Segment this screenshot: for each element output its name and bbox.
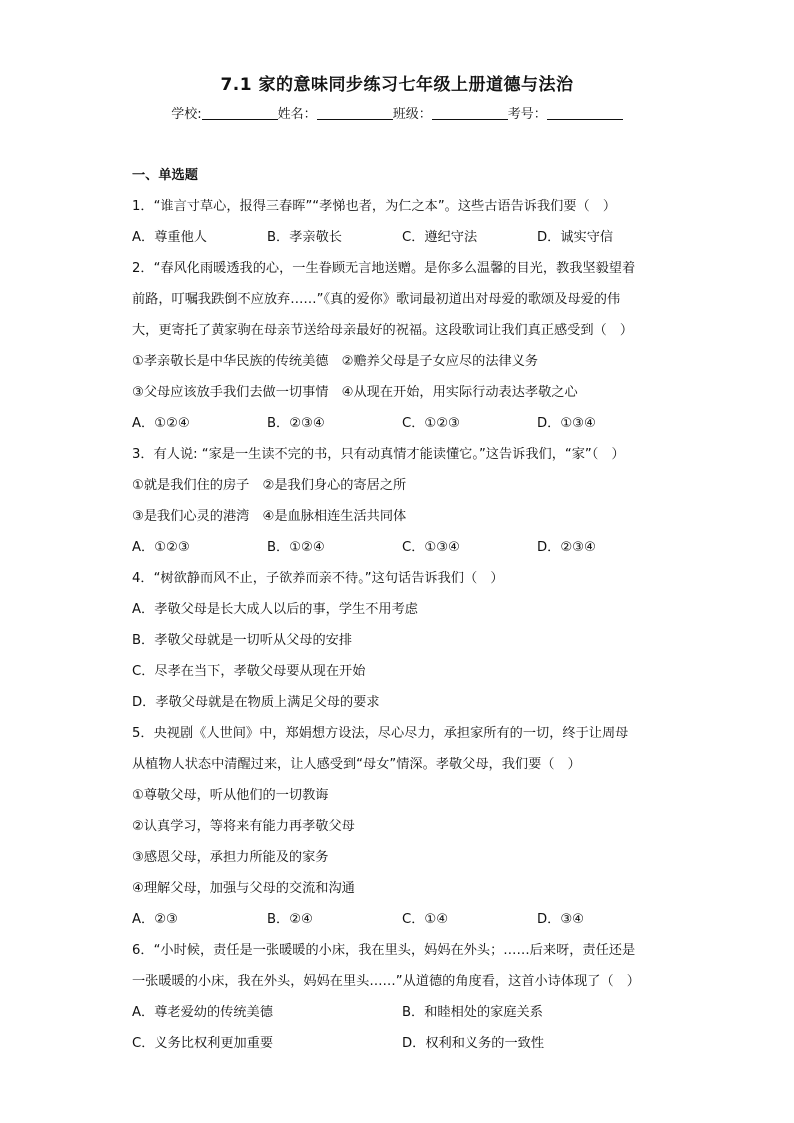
school-blank (202, 106, 278, 120)
option-d: D．孝敬父母就是在物质上满足父母的要求 (132, 695, 380, 710)
question-stem-line: 6．“小时候，责任是一张暖暖的小床，我在里头，妈妈在外头；……后来呀，责任还是 (132, 943, 636, 958)
option-c: C．①②③ (402, 416, 460, 431)
question-4 (132, 563, 672, 718)
class-blank (432, 106, 508, 120)
statement-line: ③是我们心灵的港湾 ④是血脉相连生活共同体 (132, 509, 407, 524)
statement-line: ④理解父母，加强与父母的交流和沟通 (132, 881, 355, 896)
question-stem-line: 5．央视剧《人世间》中，郑娟想方设法，尽心尽力，承担家所有的一切，终于让周母 (132, 726, 629, 741)
options-row (132, 997, 672, 1028)
option-d: D．权利和义务的一致性 (402, 1036, 545, 1051)
option-c: C．①③④ (402, 540, 460, 555)
option-a: A．孝敬父母是长大成人以后的事，学生不用考虑 (132, 602, 418, 617)
question-stem-line: 从植物人状态中清醒过来，让人感受到“母女”情深。孝敬父母，我们要（ ） (132, 757, 581, 772)
statement-line: ③父母应该放手我们去做一切事情 ④从现在开始，用实际行动表达孝敬之心 (132, 385, 578, 400)
option-a: A．尊重他人 (132, 230, 207, 245)
option-a: A．①②④ (132, 416, 190, 431)
option-b: B．孝亲敬长 (267, 230, 342, 245)
option-d: D．②③④ (537, 540, 596, 555)
option-b: B．②③④ (267, 416, 325, 431)
option-c: C．遵纪守法 (402, 230, 478, 245)
statement-line: ①尊敬父母，听从他们的一切教诲 (132, 788, 329, 803)
questions-area (132, 160, 672, 1059)
question-stem-line: 3．有人说: “家是一生读不完的书，只有动真情才能读懂它。”这告诉我们，“家”（ ） (132, 447, 625, 462)
question-1 (132, 191, 672, 253)
question-6 (132, 935, 672, 1059)
page-title: 7.1 家的意味同步练习七年级上册道德与法治 (220, 75, 574, 95)
question-stem-line: 2．“春风化雨暖透我的心，一生眷顾无言地送赠。是你多么温馨的目光，教我坚毅望着 (132, 261, 636, 276)
options-row (132, 222, 672, 253)
options-row (132, 532, 672, 563)
question-3 (132, 439, 672, 563)
question-stem-line: 一张暖暖的小床，我在外头，妈妈在里头……”从道德的角度看，这首小诗体现了（ ） (132, 974, 640, 989)
option-c: C．尽孝在当下，孝敬父母要从现在开始 (132, 664, 366, 679)
options-row (132, 1028, 672, 1059)
question-stem-line: 4．“树欲静而风不止，子欲养而亲不待。”这句话告诉我们（ ） (132, 571, 504, 586)
option-b: B．和睦相处的家庭关系 (402, 1005, 543, 1020)
exam-no-label: 考号： (507, 107, 547, 122)
options-row (132, 904, 672, 935)
statement-line: ②认真学习，等将来有能力再孝敬父母 (132, 819, 355, 834)
question-5 (132, 718, 672, 935)
option-d: D．诚实守信 (537, 230, 614, 245)
class-label: 班级： (392, 107, 432, 122)
option-d: D．③④ (537, 912, 584, 927)
question-stem-line: 1．“谁言寸草心，报得三春晖”“孝悌也者，为仁之本”。这些古语告诉我们要（ ） (132, 199, 617, 214)
statement-line: ①就是我们住的房子 ②是我们身心的寄居之所 (132, 478, 407, 493)
option-d: D．①③④ (537, 416, 596, 431)
options-row (132, 408, 672, 439)
option-c: C．①④ (402, 912, 449, 927)
question-2 (132, 253, 672, 439)
option-b: B．孝敬父母就是一切听从父母的安排 (132, 633, 353, 648)
option-a: A．①②③ (132, 540, 190, 555)
statement-line: ③感恩父母，承担力所能及的家务 (132, 850, 329, 865)
statement-line: ①孝亲敬长是中华民族的传统美德 ②赡养父母是子女应尽的法律义务 (132, 354, 539, 369)
option-b: B．②④ (267, 912, 313, 927)
student-info-line (0, 103, 794, 122)
option-c: C．义务比权利更加重要 (132, 1036, 274, 1051)
question-stem-line: 大，更寄托了黄家驹在母亲节送给母亲最好的祝福。这段歌词让我们真正感受到（ ） (132, 323, 634, 338)
option-b: B．①②④ (267, 540, 325, 555)
section-title: 一、单选题 (132, 168, 198, 183)
question-stem-line: 前路，叮嘱我跌倒不应放弃……”《真的爱你》歌词最初道出对母爱的歌颂及母爱的伟 (132, 292, 621, 307)
name-label: 姓名： (277, 107, 317, 122)
option-a: A．②③ (132, 912, 178, 927)
name-blank (317, 106, 393, 120)
option-a: A．尊老爱幼的传统美德 (132, 1005, 273, 1020)
school-label: 学校: (171, 107, 202, 122)
exam-no-blank (547, 106, 623, 120)
